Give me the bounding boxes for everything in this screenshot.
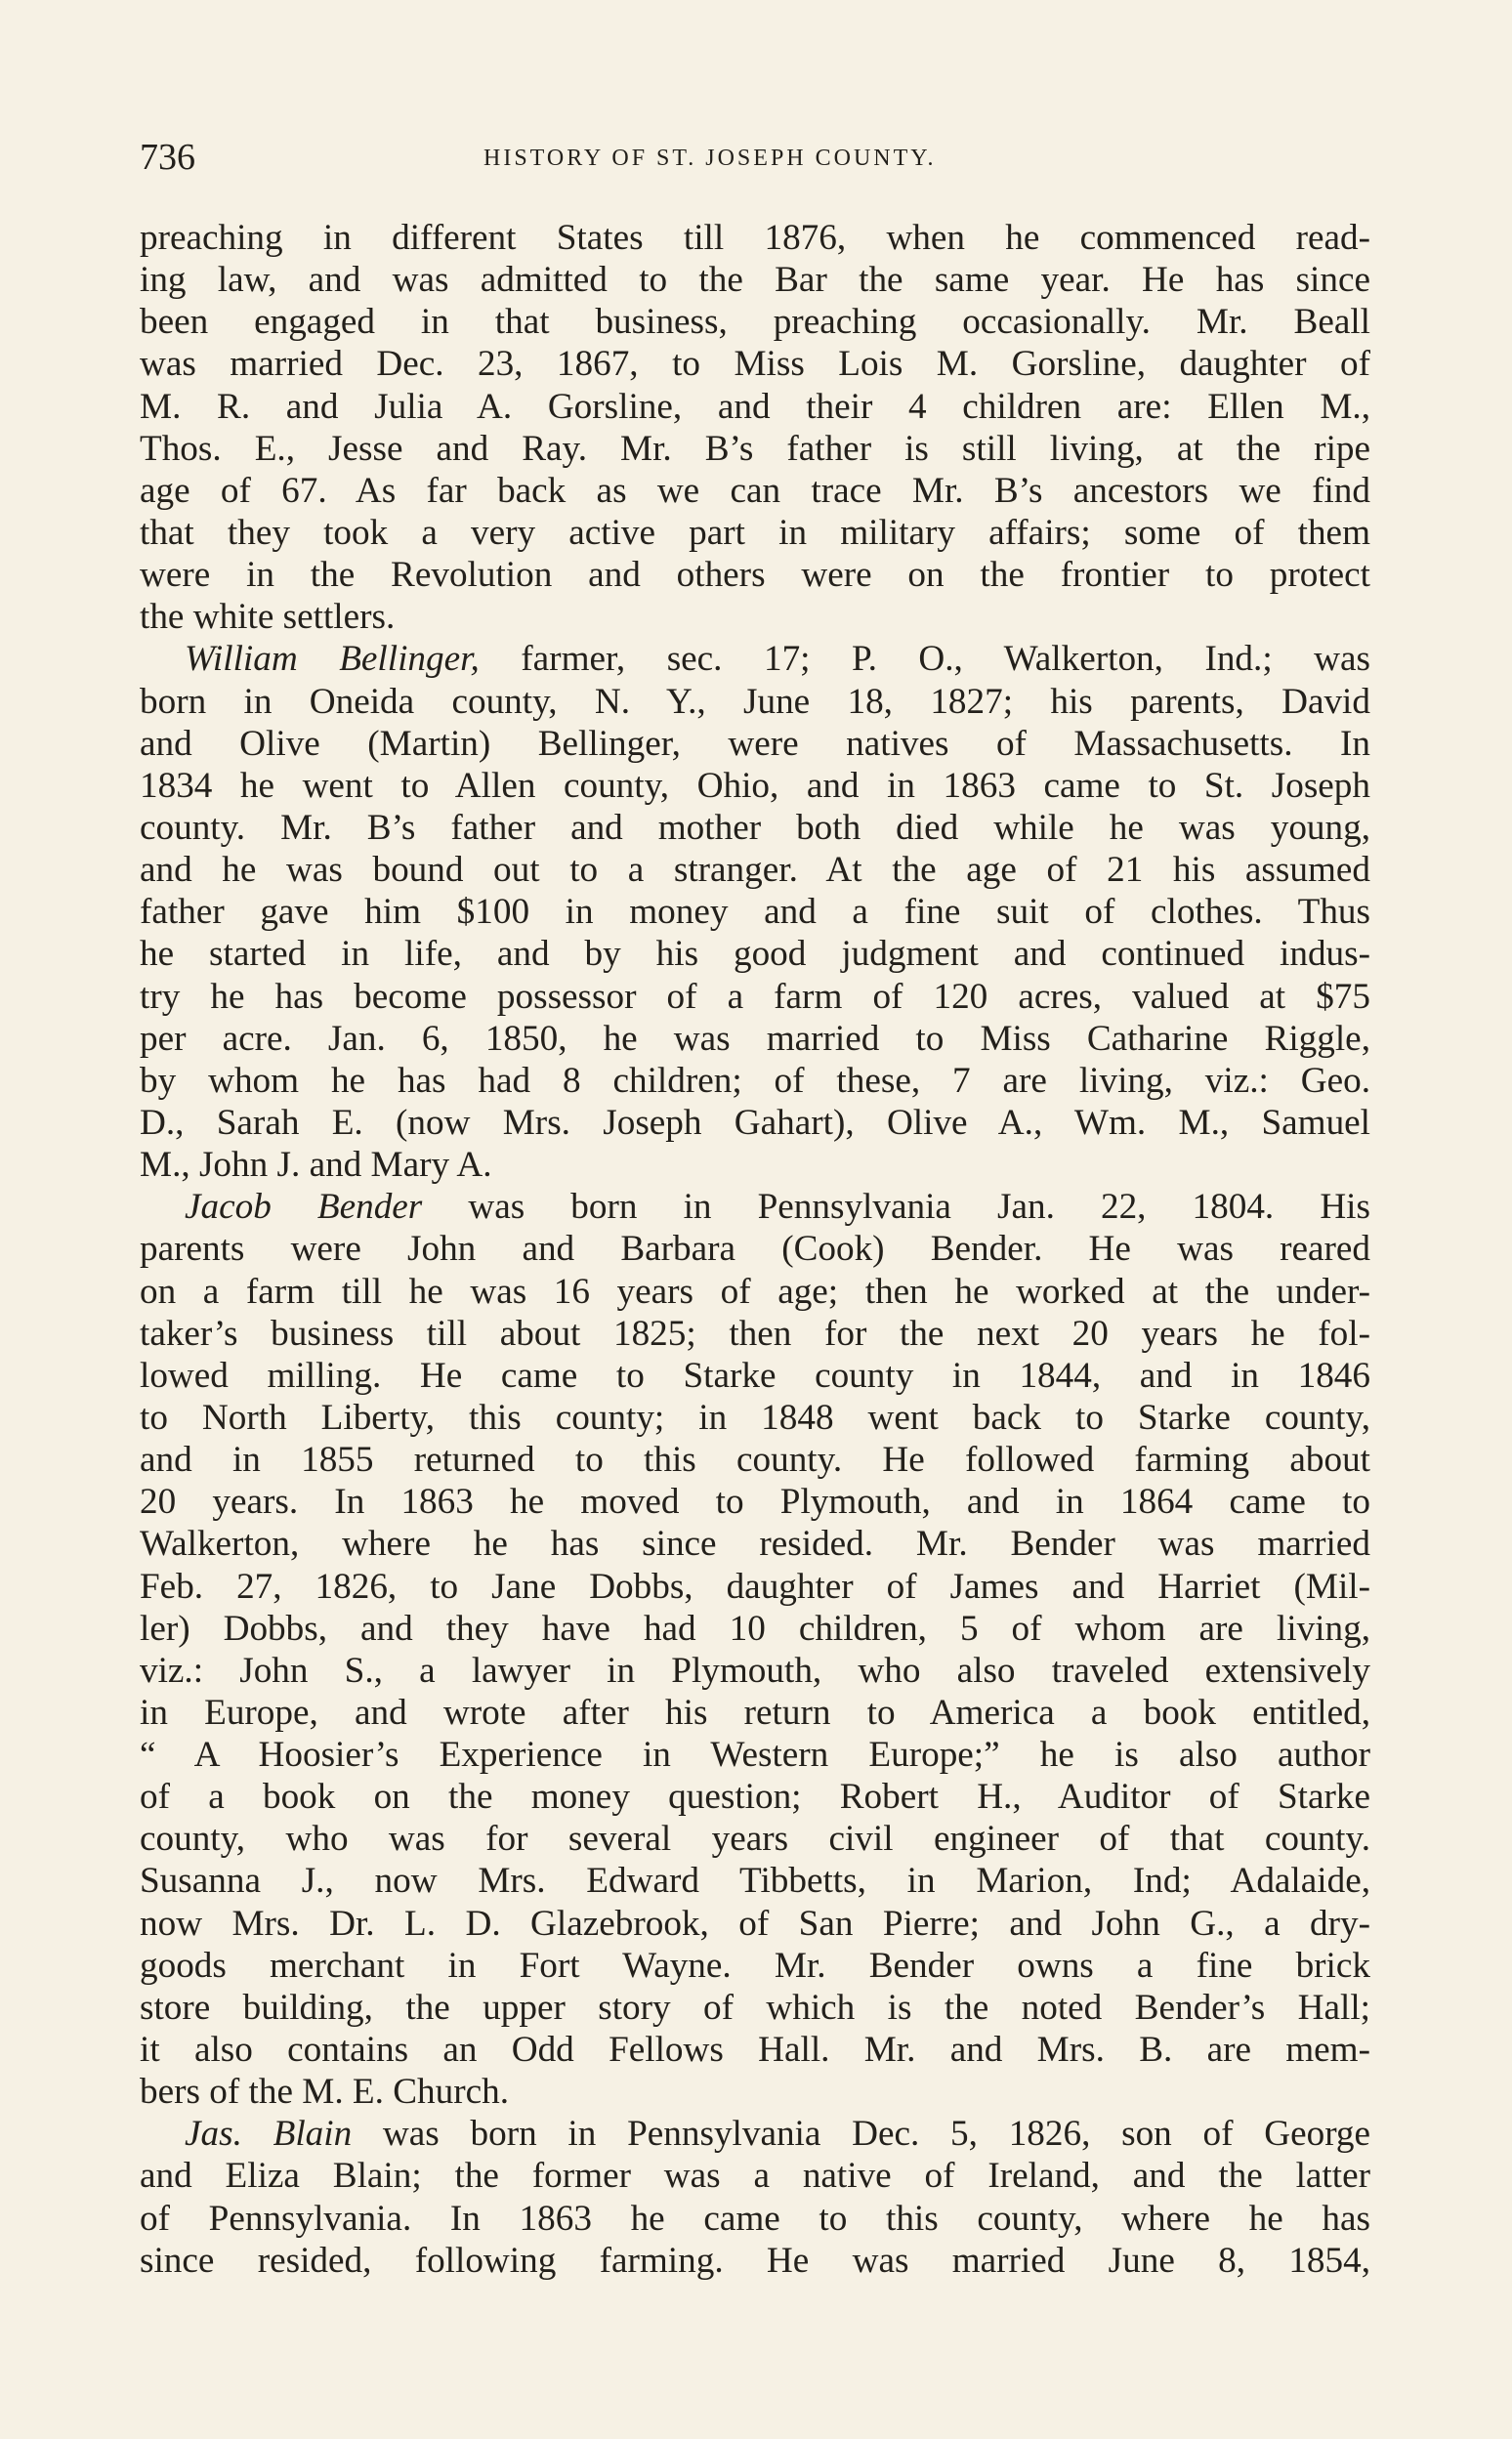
text-line: parents were John and Barbara (Cook) Bender. He was reared xyxy=(140,1229,1370,1270)
entry-first-line xyxy=(140,638,1370,680)
entry-name: William Bellinger, xyxy=(185,639,480,680)
text-line: try he has become possessor of a farm of 120 acres, valued at $75 xyxy=(140,976,1370,1017)
text-line: were in the Revolution and others were on the frontier to protect xyxy=(140,555,1370,596)
page-number: 736 xyxy=(140,137,195,178)
text-line: Thos. E., Jesse and Ray. Mr. B’s father is still living, at the ripe xyxy=(140,428,1370,469)
text-line: been engaged in that business, preaching occasionally. Mr. Beall xyxy=(140,302,1370,343)
text-line: it also contains an Odd Fellows Hall. Mr. and Mrs. B. are mem- xyxy=(140,2030,1370,2071)
text-line: ing law, and was admitted to the Bar the same year. He has since xyxy=(140,260,1370,301)
text-line: by whom he has had 8 children; of these, 7 are living, viz.: Geo. xyxy=(140,1060,1370,1101)
text-line: “ A Hoosier’s Experience in Western Europe;” he is also author xyxy=(140,1735,1370,1776)
text-line: viz.: John S., a lawyer in Plymouth, who also traveled extensively xyxy=(140,1650,1370,1691)
text-line: of Pennsylvania. In 1863 he came to this county, where he has xyxy=(140,2198,1370,2239)
text-line: Susanna J., now Mrs. Edward Tibbetts, in Marion, Ind; Adalaide, xyxy=(140,1861,1370,1902)
text-line: county, who was for several years civil engineer of that county. xyxy=(140,1819,1370,1860)
running-title: HISTORY OF ST. JOSEPH COUNTY. xyxy=(483,146,937,171)
text-line: 20 years. In 1863 he moved to Plymouth, and in 1864 came to xyxy=(140,1482,1370,1523)
text-line: lowed milling. He came to Starke county in 1844, and in 1846 xyxy=(140,1355,1370,1396)
text-line: bers of the M. E. Church. xyxy=(140,2072,509,2113)
entry-intro: was born in Pennsylvania Jan. 22, 1804. His xyxy=(422,1187,1370,1228)
text-line: and in 1855 returned to this county. He followed farming about xyxy=(140,1440,1370,1481)
text-line: taker’s business till about 1825; then for the next 20 years he fol- xyxy=(140,1313,1370,1354)
text-line: since resided, following farming. He was married June 8, 1854, xyxy=(140,2240,1370,2281)
text-line: was married Dec. 23, 1867, to Miss Lois M. Gorsline, daughter of xyxy=(140,344,1370,385)
text-line: store building, the upper story of which is the noted Bender’s Hall; xyxy=(140,1987,1370,2028)
text-line: to North Liberty, this county; in 1848 went back to Starke county, xyxy=(140,1397,1370,1438)
entry-intro: was born in Pennsylvania Dec. 5, 1826, son of George xyxy=(352,2114,1371,2155)
entry-intro: farmer, sec. 17; P. O., Walkerton, Ind.; was xyxy=(479,639,1370,680)
text-line: and Olive (Martin) Bellinger, were natives of Massachusetts. In xyxy=(140,723,1370,764)
text-line: the white settlers. xyxy=(140,597,396,638)
text-line: born in Oneida county, N. Y., June 18, 1827; his parents, David xyxy=(140,681,1370,722)
text-line: father gave him $100 in money and a fine suit of clothes. Thus xyxy=(140,892,1370,933)
text-line: 1834 he went to Allen county, Ohio, and in 1863 came to St. Joseph xyxy=(140,765,1370,806)
text-line: ler) Dobbs, and they have had 10 children, 5 of whom are living, xyxy=(140,1608,1370,1649)
text-line: D., Sarah E. (now Mrs. Joseph Gahart), Olive A., Wm. M., Samuel xyxy=(140,1102,1370,1143)
text-line: he started in life, and by his good judgment and continued indus- xyxy=(140,934,1370,975)
entry-name: Jacob Bender xyxy=(185,1187,423,1228)
page-header xyxy=(140,135,1370,184)
text-line: that they took a very active part in military affairs; some of them xyxy=(140,512,1370,553)
body-text xyxy=(140,217,1370,2282)
text-line: goods merchant in Fort Wayne. Mr. Bender owns a fine brick xyxy=(140,1945,1370,1986)
text-line: and he was bound out to a stranger. At the age of 21 his assumed xyxy=(140,850,1370,891)
text-line: in Europe, and wrote after his return to America a book entitled, xyxy=(140,1692,1370,1733)
entry-first-line xyxy=(140,2113,1370,2155)
text-line: and Eliza Blain; the former was a native of Ireland, and the latter xyxy=(140,2156,1370,2197)
entry-first-line xyxy=(140,1186,1370,1228)
text-line: now Mrs. Dr. L. D. Glazebrook, of San Pierre; and John G., a dry- xyxy=(140,1903,1370,1944)
text-line: age of 67. As far back as we can trace Mr. B’s ancestors we find xyxy=(140,470,1370,511)
text-line: county. Mr. B’s father and mother both died while he was young, xyxy=(140,807,1370,848)
text-line: Walkerton, where he has since resided. Mr. Bender was married xyxy=(140,1524,1370,1565)
text-line: per acre. Jan. 6, 1850, he was married to Miss Catharine Riggle, xyxy=(140,1018,1370,1059)
text-line: Feb. 27, 1826, to Jane Dobbs, daughter of James and Harriet (Mil- xyxy=(140,1566,1370,1607)
text-line: on a farm till he was 16 years of age; then he worked at the under- xyxy=(140,1271,1370,1312)
text-line: of a book on the money question; Robert H., Auditor of Starke xyxy=(140,1777,1370,1818)
entry-name: Jas. Blain xyxy=(185,2114,353,2155)
text-line: preaching in different States till 1876, when he commenced read- xyxy=(140,218,1370,258)
text-line: M. R. and Julia A. Gorsline, and their 4 children are: Ellen M., xyxy=(140,386,1370,427)
text-line: M., John J. and Mary A. xyxy=(140,1145,492,1186)
